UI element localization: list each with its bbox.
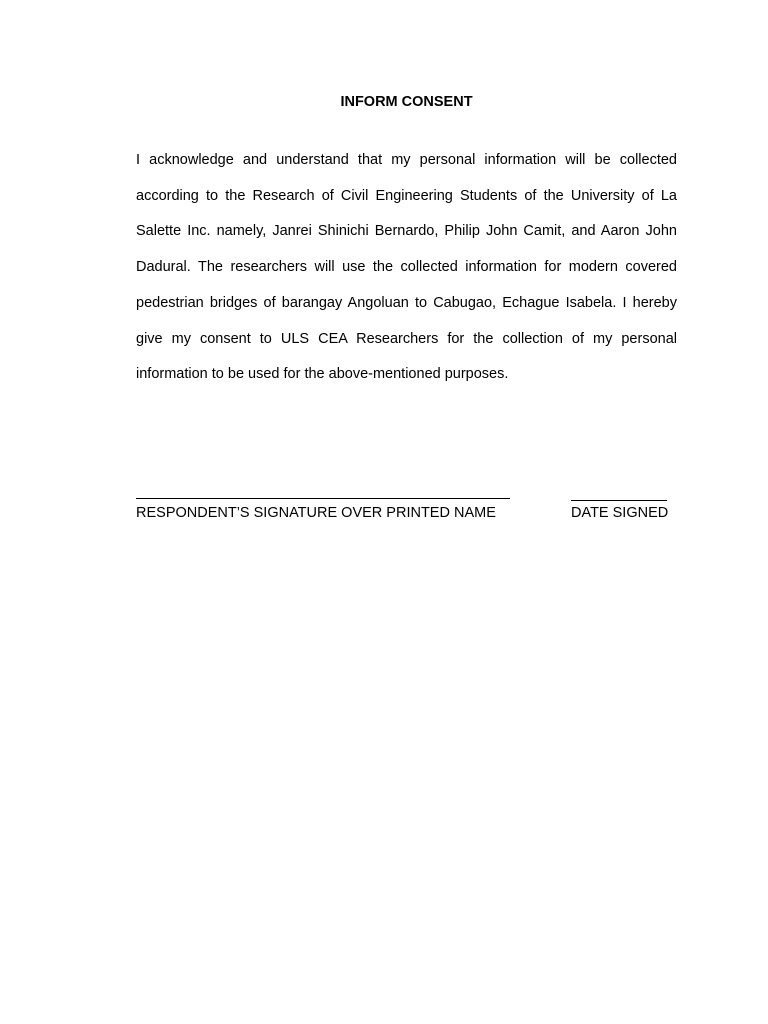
consent-paragraph: I acknowledge and understand that my personal information will be collected according to the Research of Civil Engineering Students of the University of La Salette Inc. namely, Janrei Shinichi Bernardo, Philip John Camit, and Aaron John Dadural. The researchers will use the collected information for modern covered pedestrian bridges of barangay Angoluan to Cabugao, Echague Isabela. I hereby give my consent to ULS CEA Researchers for the collection of my personal information to be used for the above-mentioned purposes. [136, 152, 677, 383]
document-title: INFORM CONSENT [340, 94, 473, 110]
signature-line [136, 498, 510, 499]
date-label: DATE SIGNED [571, 505, 669, 521]
date-line [571, 500, 667, 501]
signature-label: RESPONDENT’S SIGNATURE OVER PRINTED NAME [136, 505, 496, 521]
